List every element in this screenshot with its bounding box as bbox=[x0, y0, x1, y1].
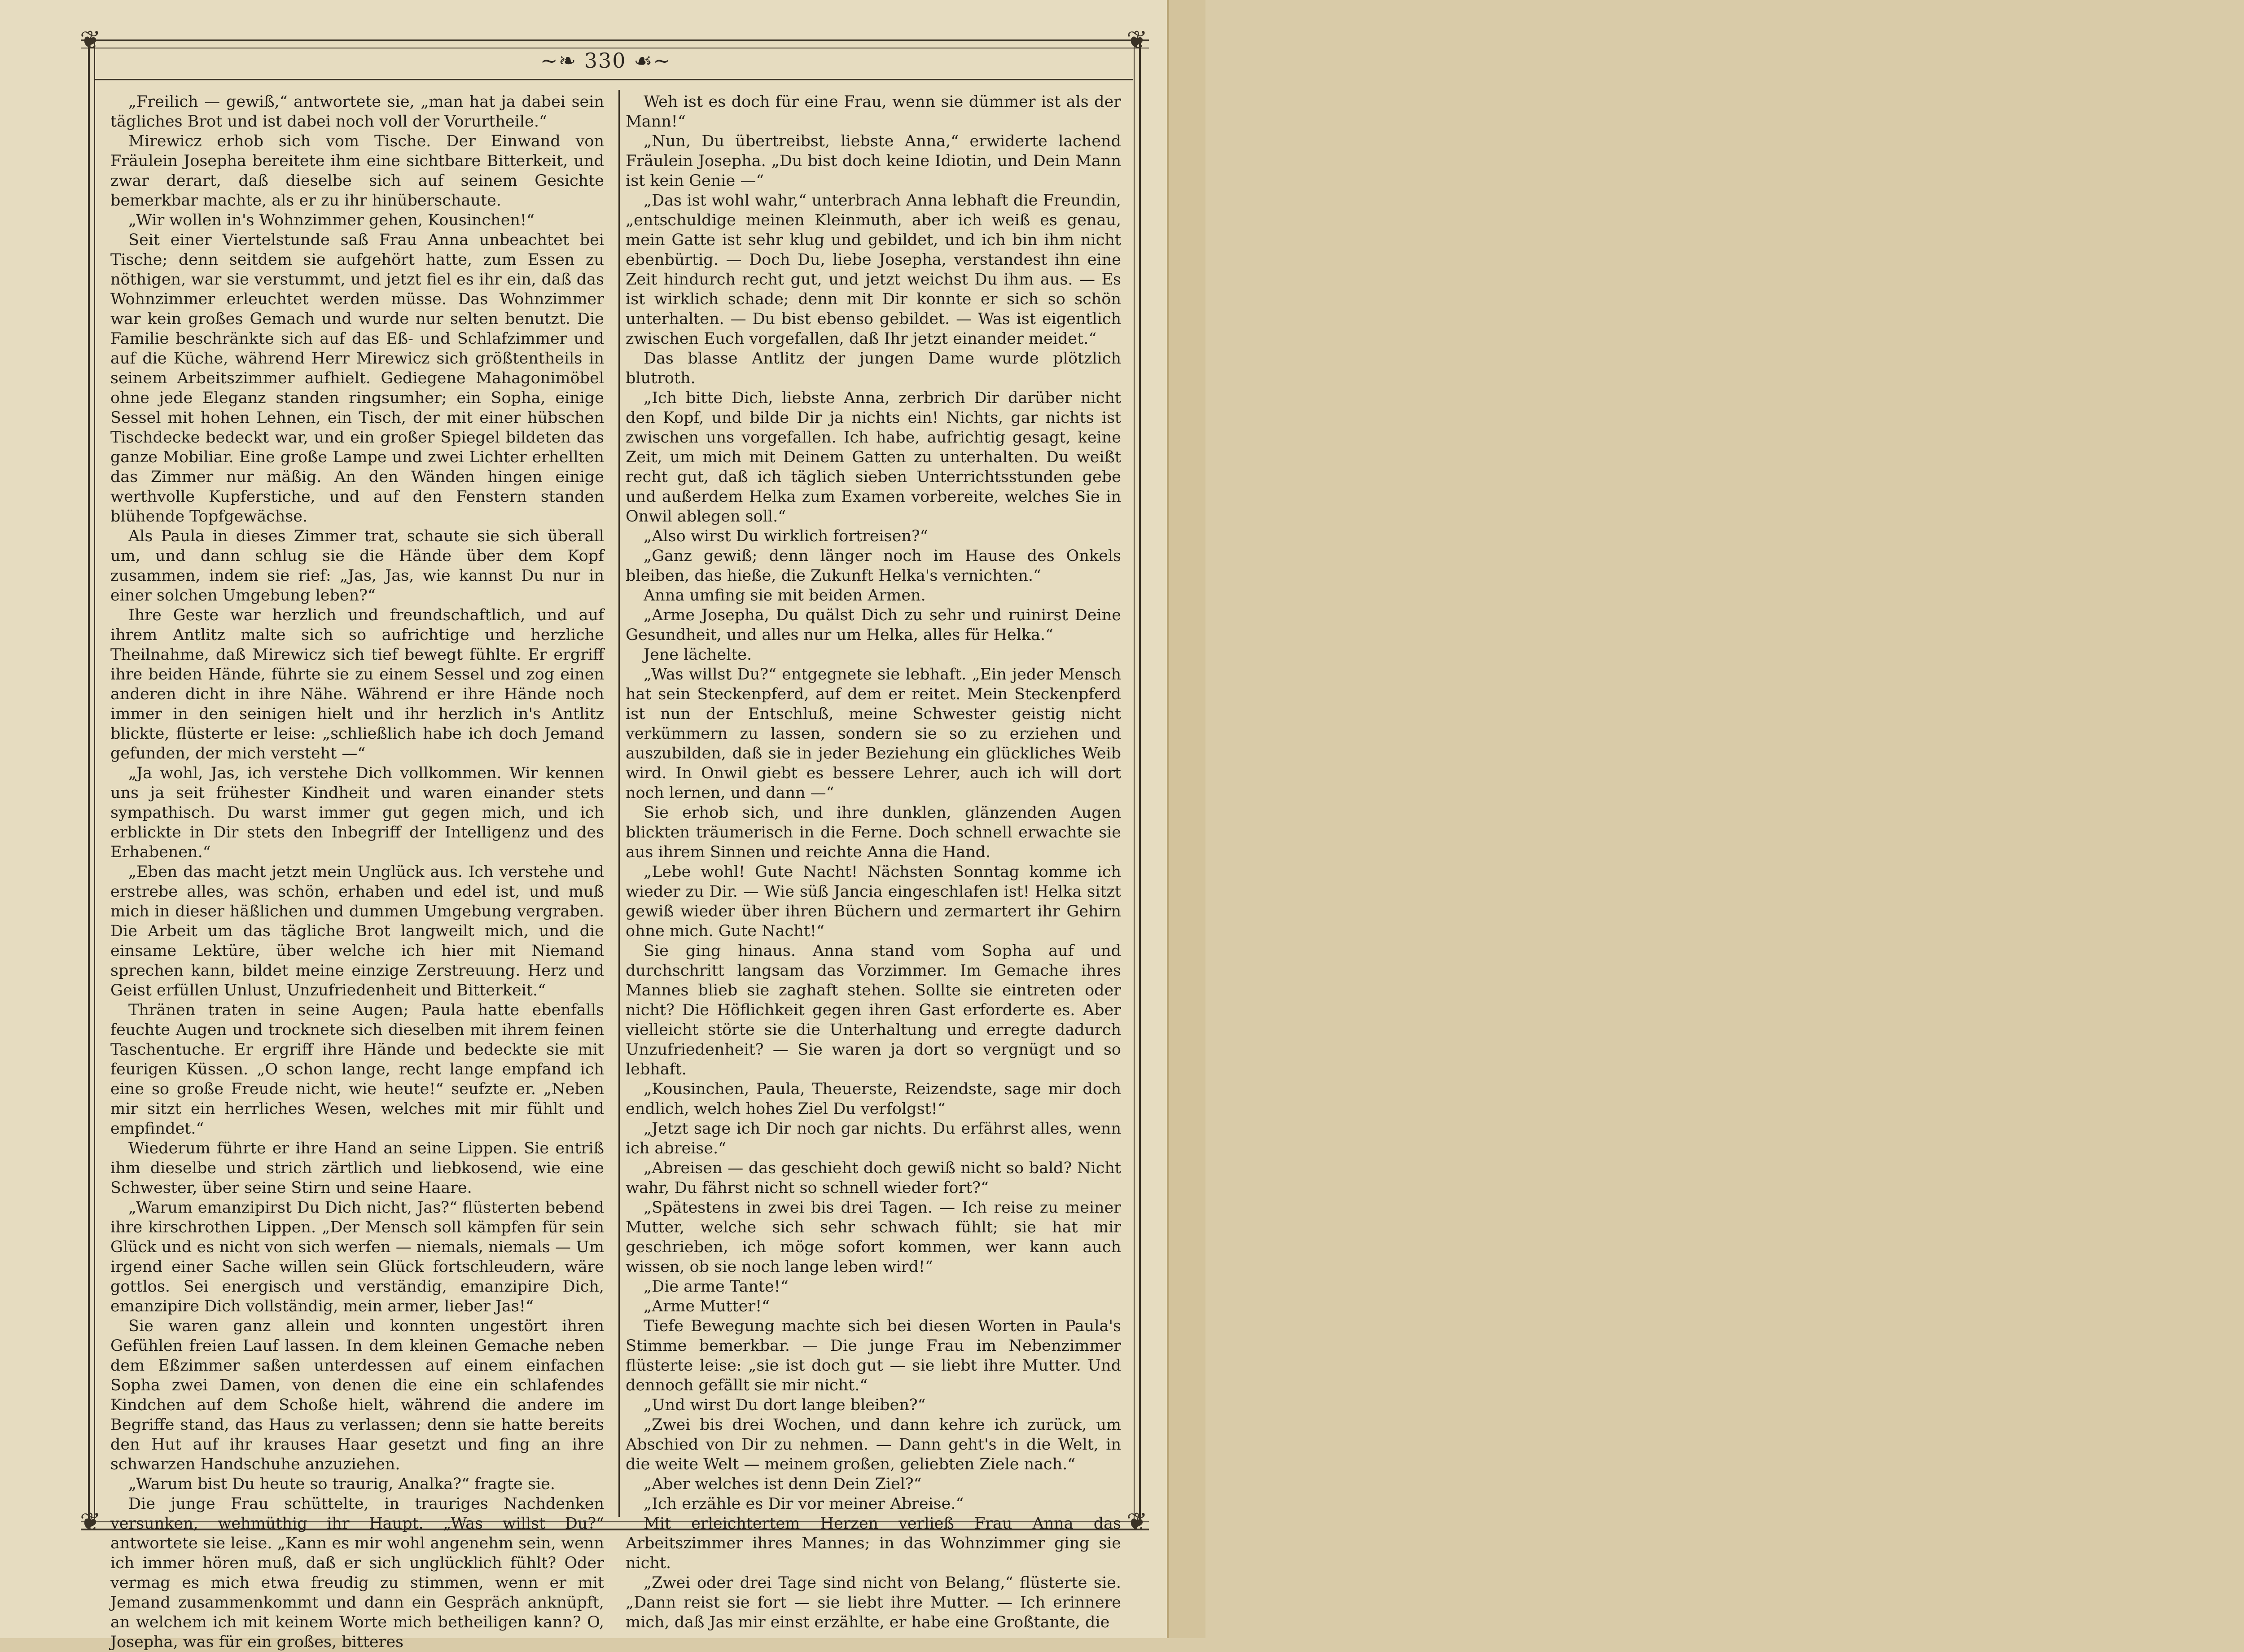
paragraph: Wiederum führte er ihre Hand an seine Lippen. Sie entriß ihm dieselbe und strich zärtlich und liebkosend, wie eine Schwester, über seine Stirn und seine Haare. bbox=[110, 1139, 604, 1197]
paragraph: „Warum emanzipirst Du Dich nicht, Jas?“ flüsterten bebend ihre kirschrothen Lippen. „Der Mensch soll kämpfen für sein Glück und es nicht von sich werfen — niemals, niemals — Um irgend einer Sache willen sein Glück fortschleudern, wäre gottlos. Sei energisch und verständig, emanzipire Dich, emanzipire Dich vollständig, mein armer, lieber Jas!“ bbox=[110, 1199, 604, 1315]
paragraph: „Ja wohl, Jas, ich verstehe Dich vollkommen. Wir kennen uns ja seit frühester Kindheit und waren einander stets sympathisch. Du warst immer gut gegen mich, und ich erblickte in Dir stets den Inbegriff der Intelligenz und des Erhabenen.“ bbox=[110, 764, 604, 861]
paragraph: Die junge Frau schüttelte, in trauriges Nachdenken versunken, wehmüthig ihr Haupt. „Was willst Du?“ antwortete sie leise. „Kann es mir wohl angenehm sein, wenn ich immer hören muß, daß er sich unglücklich fühlt? Oder vermag es mich etwa freudig zu stimmen, wenn er mit Jemand zusammenkommt und dann ein Gespräch anknüpft, an welchem ich mit keinem Worte mich betheiligen kann? O, Josepha, was für ein großes, bitteres bbox=[110, 1495, 604, 1651]
paragraph: „Die arme Tante!“ bbox=[644, 1278, 789, 1296]
paragraph: Anna umfing sie mit beiden Armen. bbox=[644, 587, 926, 605]
paragraph: Mit erleichtertem Herzen verließ Frau Anna das Arbeitszimmer ihres Mannes; in das Wohnzimmer ging sie nicht. bbox=[626, 1515, 1121, 1572]
paragraph: „Abreisen — das geschieht doch gewiß nicht so bald? Nicht wahr, Du fährst nicht so schnell wieder fort?“ bbox=[626, 1159, 1121, 1197]
paragraph: Jene lächelte. bbox=[644, 646, 752, 664]
right-text-column bbox=[626, 92, 1121, 1631]
paragraph: „Arme Josepha, Du quälst Dich zu sehr und ruinirst Deine Gesundheit, und alles nur um Helka, alles für Helka.“ bbox=[626, 606, 1121, 644]
paragraph: „Und wirst Du dort lange bleiben?“ bbox=[644, 1396, 926, 1414]
paragraph: „Eben das macht jetzt mein Unglück aus. Ich verstehe und erstrebe alles, was schön, erhaben und edel ist, und muß mich in dieser häßlichen und dummen Umgebung vergraben. Die Arbeit um das tägliche Brot langweilt mich, und die einsame Lektüre, über welche ich hier mit Niemand sprechen kann, bildet meine einzige Zerstreuung. Herz und Geist erfüllen Unlust, Unzufriedenheit und Bitterkeit.“ bbox=[110, 863, 604, 999]
paragraph: „Arme Mutter!“ bbox=[644, 1297, 770, 1315]
adjacent-page-edge bbox=[1167, 0, 1205, 1638]
paragraph: „Wir wollen in's Wohnzimmer gehen, Kousinchen!“ bbox=[128, 211, 535, 229]
paragraph: Sie ging hinaus. Anna stand vom Sopha auf und durchschritt langsam das Vorzimmer. Im Gemache ihres Mannes blieb sie zaghaft stehen. Sollte sie eintreten oder nicht? Die Höflichkeit gegen ihren Gast erforderte es. Aber vielleicht störte sie die Unterhaltung und erregte dadurch Unzufriedenheit? — Sie waren ja dort so vergnügt und so lebhaft. bbox=[626, 942, 1121, 1078]
paragraph: „Spätestens in zwei bis drei Tagen. — Ich reise zu meiner Mutter, welche sich sehr schwach fühlt; sie hat mir geschrieben, ich möge sofort kommen, wer kann auch wissen, ob sie noch lange leben wird!“ bbox=[626, 1199, 1121, 1276]
paragraph: Weh ist es doch für eine Frau, wenn sie dümmer ist als der Mann!“ bbox=[626, 93, 1121, 131]
paragraph: Seit einer Viertelstunde saß Frau Anna unbeachtet bei Tische; denn seitdem sie aufgehört hatte, zum Essen zu nöthigen, war sie verstummt, und jetzt fiel es ihr ein, daß das Wohnzimmer erleuchtet werden müsse. Das Wohnzimmer war kein großes Gemach und wurde nur selten benutzt. Die Familie beschränkte sich auf das Eß- und Schlafzimmer und auf die Küche, während Herr Mirewicz sich größtentheils in seinem Arbeitszimmer aufhielt. Gediegene Mahagonimöbel ohne jede Eleganz standen ringsumher; ein Sopha, einige Sessel mit hohen Lehnen, ein Tisch, der mit einer hübschen Tischdecke bedeckt war, und ein großer Spiegel bildeten das ganze Mobiliar. Eine große Lampe und zwei Lichter erhellten das Zimmer nur mäßig. An den Wänden hingen einige werthvolle Kupferstiche, und auf den Fenstern standen blühende Topfgewächse. bbox=[110, 231, 604, 526]
paragraph: „Also wirst Du wirklich fortreisen?“ bbox=[644, 527, 928, 545]
paragraph: „Kousinchen, Paula, Theuerste, Reizendste, sage mir doch endlich, welch hohes Ziel Du verfolgst!“ bbox=[626, 1080, 1121, 1118]
flourish-right-icon: ☙~ bbox=[626, 48, 671, 73]
paragraph: Tiefe Bewegung machte sich bei diesen Worten in Paula's Stimme bemerkbar. — Die junge Frau im Nebenzimmer flüsterte leise: „sie ist doch gut — sie liebt ihre Mutter. Und dennoch gefällt sie mir nicht.“ bbox=[626, 1317, 1121, 1394]
corner-ornament-icon: ❦ bbox=[80, 1507, 101, 1537]
paragraph: Als Paula in dieses Zimmer trat, schaute sie sich überall um, und dann schlug sie die Hände über dem Kopf zusammen, indem sie rief: „Jas, Jas, wie kannst Du nur in einer solchen Umgebung leben?“ bbox=[110, 527, 604, 605]
paragraph: „Ich erzähle es Dir vor meiner Abreise.“ bbox=[644, 1495, 964, 1513]
paragraph: „Freilich — gewiß,“ antwortete sie, „man hat ja dabei sein tägliches Brot und ist dabei noch voll der Vorurtheile.“ bbox=[110, 93, 604, 131]
paragraph: Mirewicz erhob sich vom Tische. Der Einwand von Fräulein Josepha bereitete ihm eine sichtbare Bitterkeit, und zwar derart, daß dieselbe sich auf seinem Gesichte bemerkbar machte, als er zu ihr hinüberschaute. bbox=[110, 132, 604, 210]
corner-ornament-icon: ❦ bbox=[1126, 26, 1148, 55]
paragraph: „Ich bitte Dich, liebste Anna, zerbrich Dir darüber nicht den Kopf, und bilde Dir ja nichts ein! Nichts, gar nichts ist zwischen uns vorgefallen. Ich habe, aufrichtig gesagt, keine Zeit, um mich mit Deinem Gatten zu unterhalten. Du weißt recht gut, daß ich täglich sieben Unterrichtsstunden gebe und außerdem Helka zum Examen vorbereite, welches Sie in Onwil ablegen soll.“ bbox=[626, 389, 1121, 526]
paragraph: Sie waren ganz allein und konnten ungestört ihren Gefühlen freien Lauf lassen. In dem kleinen Gemache neben dem Eßzimmer saßen unterdessen auf einem einfachen Sopha zwei Damen, von denen die eine ein schlafendes Kindchen auf dem Schoße hielt, während die andere im Begriffe stand, das Haus zu verlassen; denn sie hatte bereits den Hut auf ihr krauses Haar gesetzt und fing an ihre schwarzen Handschuhe anzuziehen. bbox=[110, 1317, 604, 1473]
column-divider bbox=[618, 90, 620, 1517]
paragraph: „Nun, Du übertreibst, liebste Anna,“ erwiderte lachend Fräulein Josepha. „Du bist doch keine Idiotin, und Dein Mann ist kein Genie —“ bbox=[626, 132, 1121, 190]
paragraph: Das blasse Antlitz der jungen Dame wurde plötzlich blutroth. bbox=[626, 350, 1121, 387]
paragraph: Thränen traten in seine Augen; Paula hatte ebenfalls feuchte Augen und trocknete sich dieselben mit ihrem feinen Taschentuche. Er ergriff ihre Hände und bedeckte sie mit feurigen Küssen. „O schon lange, recht lange empfand ich eine so große Freude nicht, wie heute!“ seufzte er. „Neben mir sitzt ein herrliches Wesen, welches mit mir fühlt und empfindet.“ bbox=[110, 1001, 604, 1138]
frame-top-border bbox=[81, 39, 1149, 48]
paragraph: „Lebe wohl! Gute Nacht! Nächsten Sonntag komme ich wieder zu Dir. — Wie süß Jancia eingeschlafen ist! Helka sitzt gewiß wieder über ihren Büchern und zermartert ihr Gehirn ohne mich. Gute Nacht!“ bbox=[626, 863, 1121, 940]
corner-ornament-icon: ❦ bbox=[1126, 1507, 1148, 1537]
page-number-header bbox=[539, 48, 673, 73]
paragraph: „Zwei oder drei Tage sind nicht von Belang,“ flüsterte sie. „Dann reist sie fort — sie liebt ihre Mutter. — Ich erinnere mich, daß Jas mir einst erzählte, er habe eine Großtante, die bbox=[626, 1574, 1121, 1631]
frame-right-border bbox=[1134, 39, 1141, 1521]
left-text-column bbox=[110, 92, 604, 1651]
page-number: 330 bbox=[584, 48, 627, 73]
paragraph: „Jetzt sage ich Dir noch gar nichts. Du erfährst alles, wenn ich abreise.“ bbox=[626, 1120, 1121, 1157]
header-rule bbox=[95, 79, 1133, 80]
paragraph: „Aber welches ist denn Dein Ziel?“ bbox=[644, 1475, 922, 1493]
corner-ornament-icon: ❦ bbox=[80, 26, 101, 55]
paragraph: Sie erhob sich, und ihre dunklen, glänzenden Augen blickten träumerisch in die Ferne. Doch schnell erwachte sie aus ihrem Sinnen und reichte Anna die Hand. bbox=[626, 804, 1121, 861]
frame-left-border bbox=[88, 39, 95, 1521]
paragraph: „Was willst Du?“ entgegnete sie lebhaft. „Ein jeder Mensch hat sein Steckenpferd, auf dem er reitet. Mein Steckenpferd ist nun der Entschluß, meine Schwester geistig nicht verkümmern zu lassen, sondern sie so zu erziehen und auszubilden, daß sie in jeder Beziehung ein glückliches Weib wird. In Onwil giebt es bessere Lehrer, auch ich will dort noch lernen, und dann —“ bbox=[626, 666, 1121, 802]
paragraph: „Warum bist Du heute so traurig, Analka?“ fragte sie. bbox=[128, 1475, 555, 1493]
paragraph: Ihre Geste war herzlich und freundschaftlich, und auf ihrem Antlitz malte sich so aufrichtige und herzliche Theilnahme, daß Mirewicz sich tief bewegt fühlte. Er ergriff ihre beiden Hände, führte sie zu einem Sessel und zog einen anderen dicht in ihre Nähe. Während er ihre Hände noch immer in den seinigen hielt und ihr herzlich in's Antlitz blickte, flüsterte er leise: „schließlich habe ich doch Jemand gefunden, der mich versteht —“ bbox=[110, 606, 604, 762]
paragraph: „Das ist wohl wahr,“ unterbrach Anna lebhaft die Freundin, „entschuldige meinen Kleinmuth, aber ich weiß es genau, mein Gatte ist sehr klug und gebildet, und ich bin ihm nicht ebenbürtig. — Doch Du, liebe Josepha, verstandest ihn eine Zeit hindurch recht gut, und jetzt weichst Du ihm aus. — Es ist wirklich schade; denn mit Dir konnte er sich so schön unterhalten. — Du bist ebenso gebildet. — Was ist eigentlich zwischen Euch vorgefallen, daß Ihr jetzt einander meidet.“ bbox=[626, 192, 1121, 348]
paragraph: „Zwei bis drei Wochen, und dann kehre ich zurück, um Abschied von Dir zu nehmen. — Dann geht's in die Welt, in die weite Welt — meinem großen, geliebten Ziele nach.“ bbox=[626, 1416, 1121, 1473]
paragraph: „Ganz gewiß; denn länger noch im Hause des Onkels bleiben, das hieße, die Zukunft Helka's vernichten.“ bbox=[626, 547, 1121, 585]
flourish-left-icon: ~❧ bbox=[540, 48, 584, 73]
